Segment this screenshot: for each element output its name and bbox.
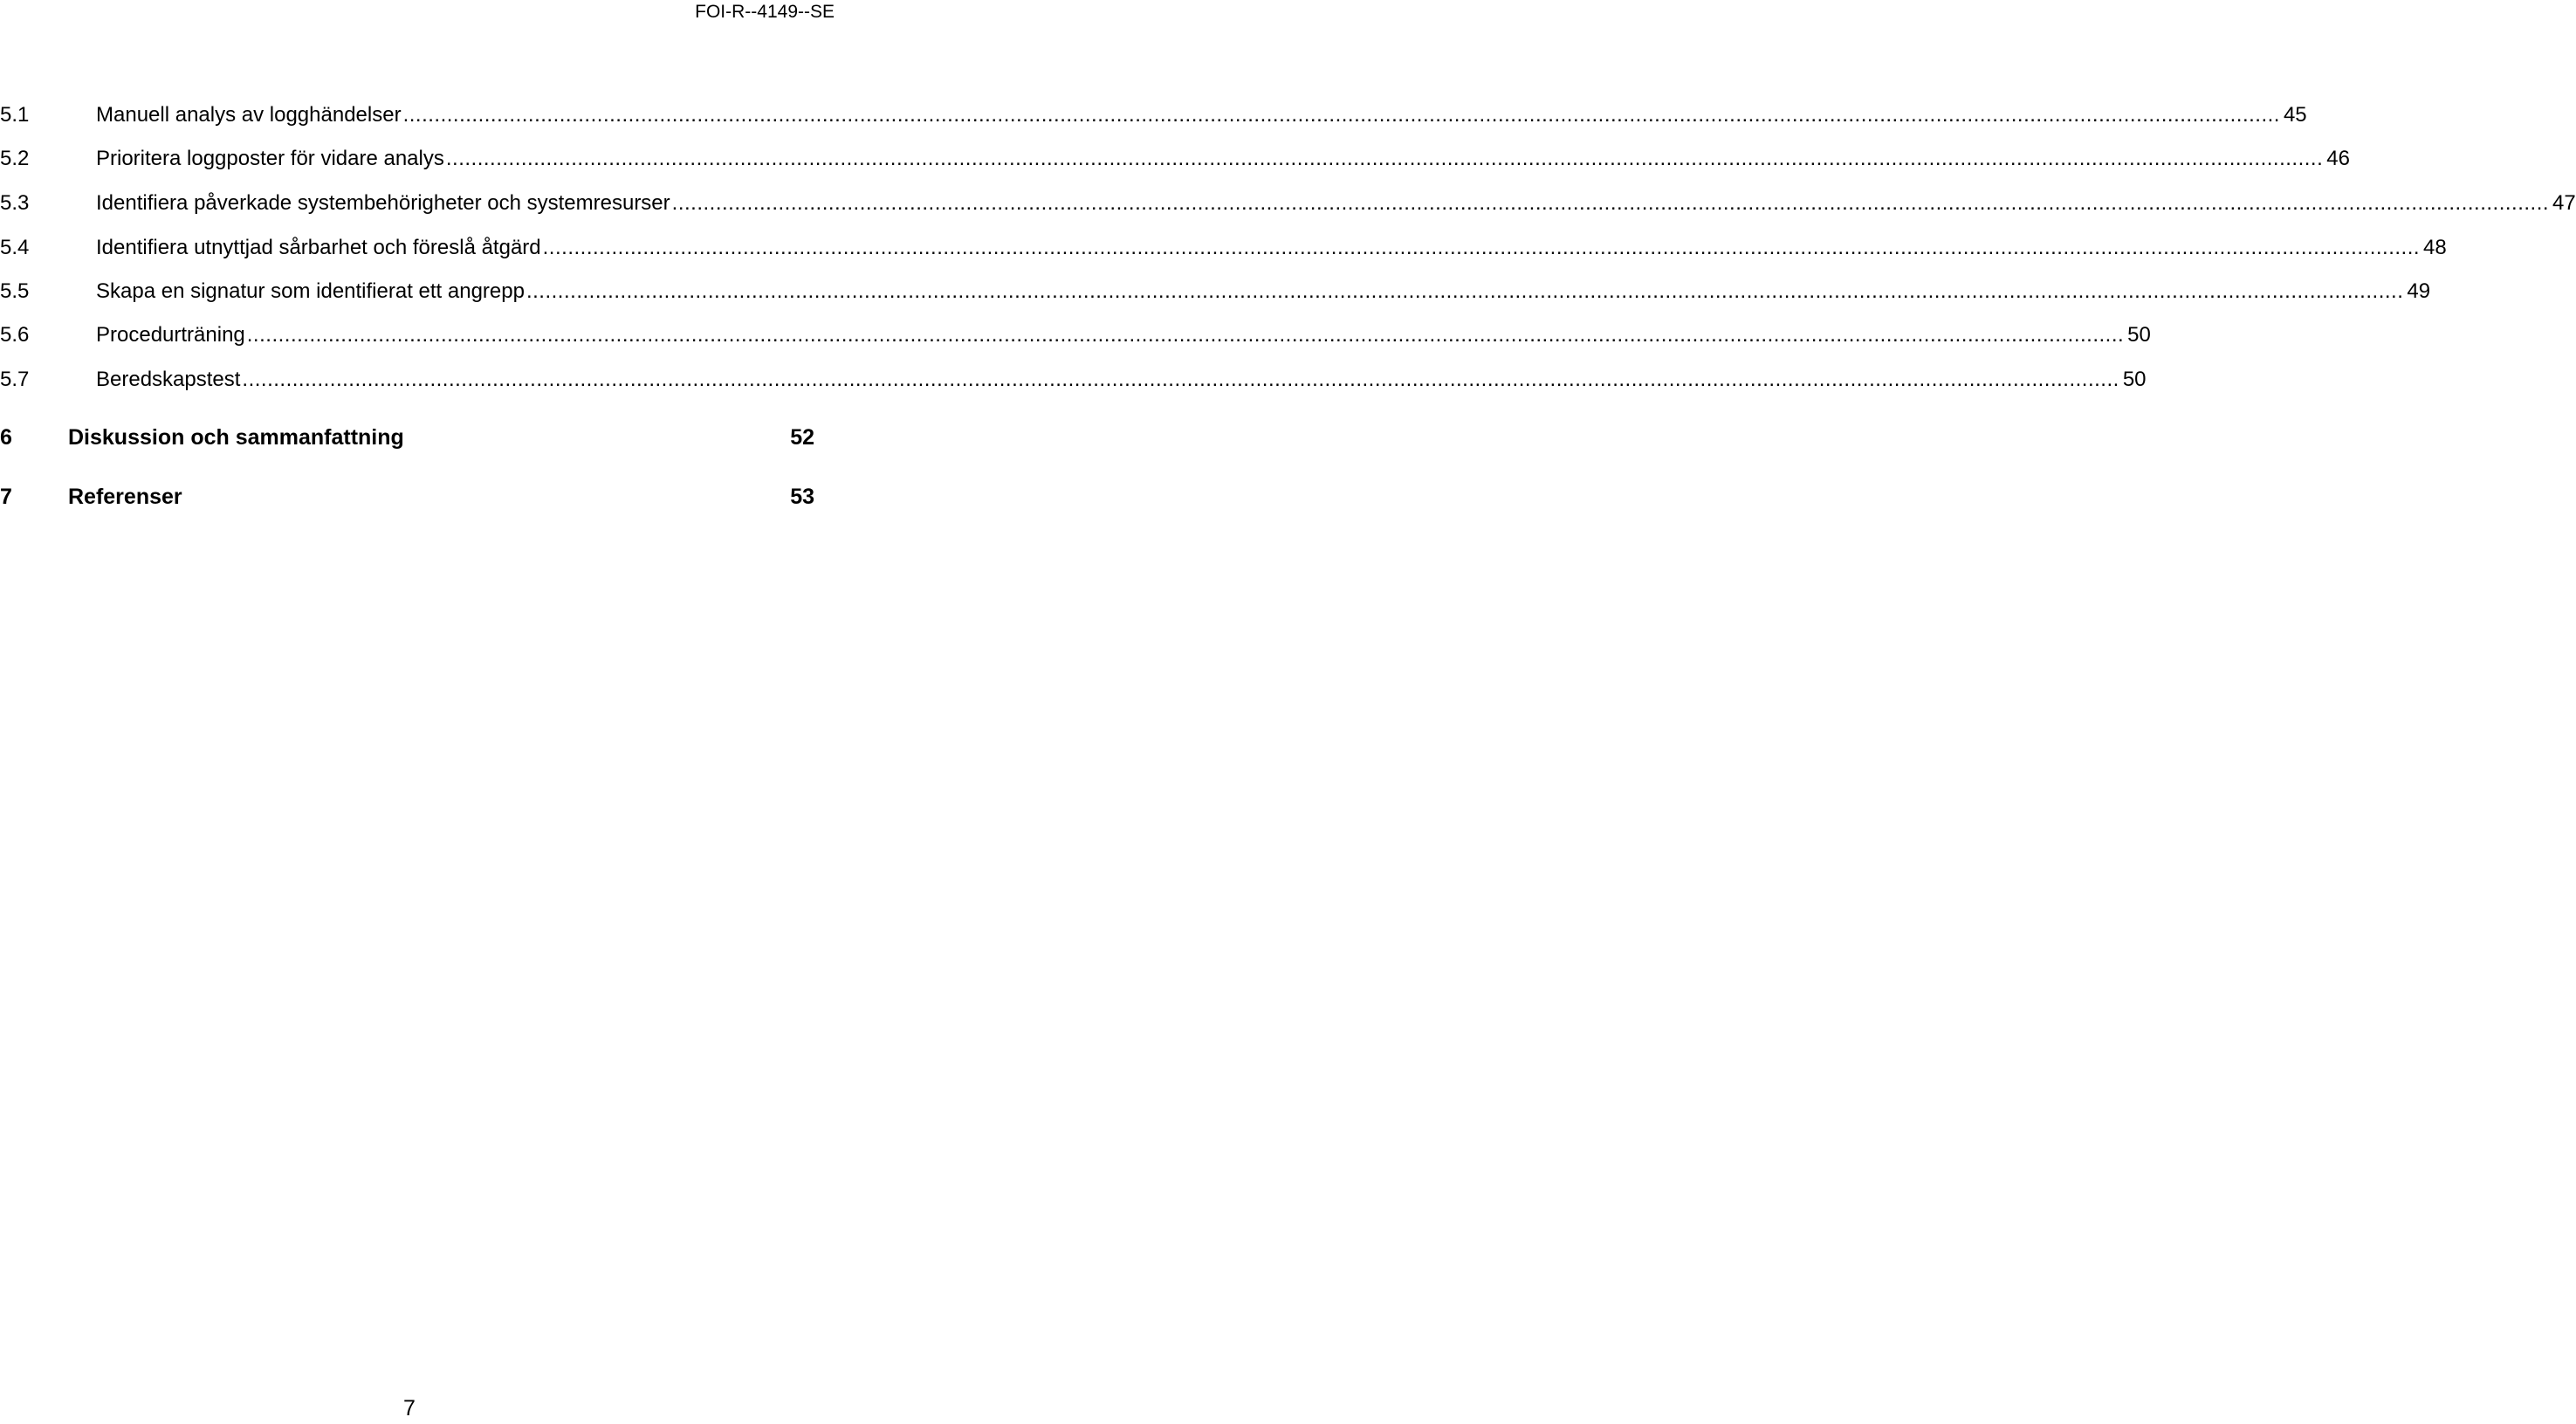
toc-entry-page: 50 (2127, 323, 2151, 347)
toc-entry-page: 49 (2407, 279, 2431, 303)
toc-dot-leader: ............................................................................................................................................................................................................................................................................................................ (671, 191, 2550, 215)
toc-entry-number: 5.3 (0, 191, 30, 215)
toc-entry-title: Skapa en signatur som identifierat ett angrepp (96, 279, 525, 303)
toc-dot-leader: ............................................................................................................................................................................................................................................................................................................ (242, 368, 2119, 391)
toc-entry-title: Procedurträning (96, 323, 245, 347)
toc-chapter-number: 6 (0, 425, 12, 450)
toc-entry-number: 5.6 (0, 323, 30, 347)
toc-dot-leader: ............................................................................................................................................................................................................................................................................................................ (542, 236, 2421, 259)
toc-entry-number: 5.4 (0, 236, 30, 259)
toc-entry-page: 48 (2423, 236, 2447, 259)
toc-dot-leader: ............................................................................................................................................................................................................................................................................................................ (246, 323, 2125, 347)
toc-entry-number: 5.5 (0, 279, 30, 303)
toc-entry-title: Beredskapstest (96, 368, 241, 391)
toc-entry-5-4[interactable] (0, 232, 2447, 264)
toc-entry-number: 5.7 (0, 368, 30, 391)
toc-entry-number: 5.2 (0, 147, 30, 170)
toc-chapter-6[interactable] (0, 420, 814, 455)
toc-entry-title: Identifiera påverkade systembehörigheter och systemresurser (96, 191, 670, 215)
toc-entry-5-6[interactable] (0, 320, 2151, 351)
toc-entry-5-5[interactable] (0, 276, 2431, 307)
toc-chapter-page: 52 (790, 425, 814, 450)
toc-dot-leader: ............................................................................................................................................................................................................................................................................................................ (445, 147, 2324, 170)
toc-chapter-number: 7 (0, 485, 12, 509)
toc-entry-number: 5.1 (0, 103, 30, 127)
toc-entry-5-2[interactable] (0, 143, 2350, 175)
toc-chapter-page: 53 (790, 485, 814, 509)
toc-entry-title: Prioritera loggposter för vidare analys (96, 147, 444, 170)
toc-chapter-title: Diskussion och sammanfattning (68, 425, 404, 450)
toc-entry-page: 46 (2326, 147, 2350, 170)
page-number: 7 (403, 1396, 416, 1421)
toc-entry-title: Identifiera utnyttjad sårbarhet och föreslå åtgärd (96, 236, 541, 259)
toc-chapter-7[interactable] (0, 479, 814, 514)
toc-entry-5-1[interactable] (0, 100, 2307, 131)
toc-dot-leader: ............................................................................................................................................................................................................................................................................................................ (526, 279, 2404, 303)
toc-entry-title: Manuell analys av logghändelser (96, 103, 402, 127)
toc-chapter-title: Referenser (68, 485, 182, 509)
toc-entry-page: 47 (2552, 191, 2576, 215)
toc-dot-leader: ............................................................................................................................................................................................................................................................................................................ (402, 103, 2280, 127)
toc-entry-page: 50 (2122, 368, 2147, 391)
toc-entry-page: 45 (2283, 103, 2307, 127)
toc-entry-5-7[interactable] (0, 364, 2147, 396)
toc-entry-5-3[interactable] (0, 188, 2576, 219)
report-id-header: FOI-R--4149--SE (695, 2, 835, 22)
